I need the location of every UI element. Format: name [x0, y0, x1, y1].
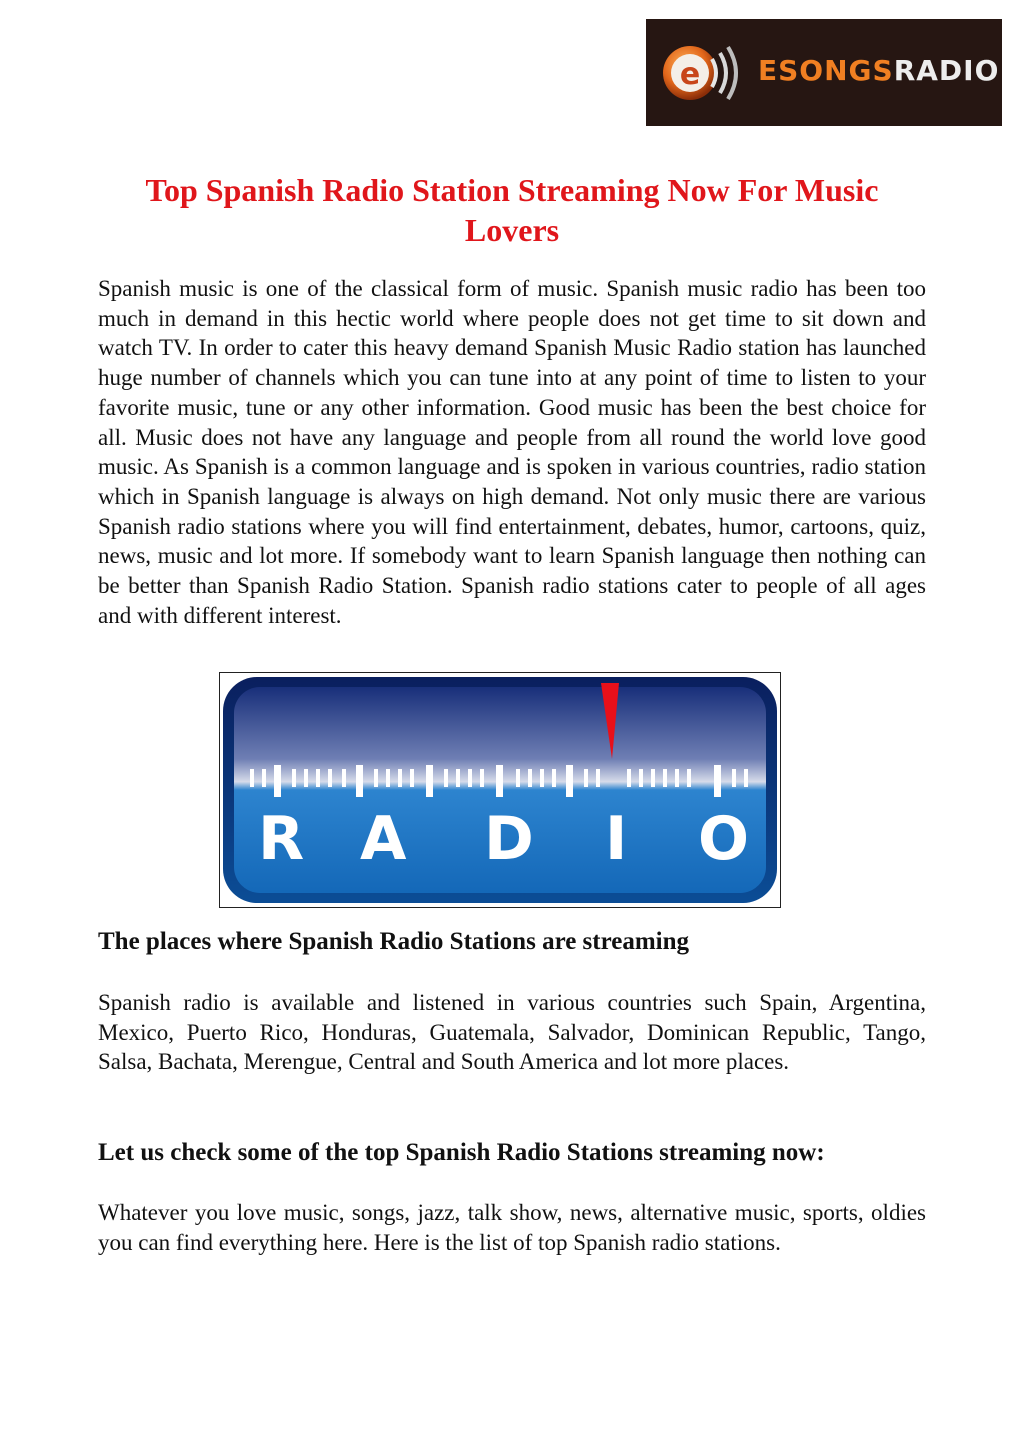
- intro-paragraph: Spanish music is one of the classical form of music. Spanish music radio has been too much in demand in this hectic world where people does not get time to sit down and watch TV. In order to cater this heavy demand Spanish Music Radio station has launched huge number of channels which you can tune into at any point of time to listen to your favorite music, tune or any other information. Good music has been the best choice for all. Music does not have any language and people from all round the world love good music. As Spanish is a common language and is spoken in various countries, radio station which in Spanish language is always on high demand. Not only music there are various Spanish radio stations where you will find entertainment, debates, humor, cartoons, quiz, news, music and lot more. If somebody want to learn Spanish language then nothing can be better than Spanish Radio Station. Spanish radio stations cater to people of all ages and with different interest.: [98, 276, 926, 628]
- section-heading-places: The places where Spanish Radio Stations are streaming: [98, 928, 690, 955]
- esongs-radio-logo-icon: [654, 33, 750, 113]
- radio-letter-r: R: [258, 804, 305, 874]
- section-paragraph-top-stations: Whatever you love music, songs, jazz, talk show, news, alternative music, sports, oldies you can find everything here. Here is the list of top Spanish radio stations.: [98, 1200, 926, 1255]
- section-paragraph-places: Spanish radio is available and listened in various countries such Spain, Argentina, Mexico, Puerto Rico, Honduras, Guatemala, Salvador, Dominican Republic, Tango, Salsa, Bachata, Merengue, Central and South America and lot more places.: [98, 990, 926, 1075]
- radio-dial-icon: [220, 673, 780, 907]
- logo-text-radio: RADIO: [893, 54, 1000, 87]
- radio-letter-a: A: [360, 804, 407, 874]
- esongs-radio-logo: [646, 19, 1002, 126]
- radio-letter-i: I: [605, 804, 628, 874]
- logo-wordmark: [758, 54, 999, 88]
- svg-text:e: e: [679, 57, 701, 92]
- logo-text-esongs: ESONGS: [758, 54, 894, 87]
- page-title: Top Spanish Radio Station Streaming Now For Music Lovers: [145, 172, 879, 248]
- radio-letter-o: O: [698, 804, 750, 874]
- section-heading-top-stations: Let us check some of the top Spanish Radio Stations streaming now:: [98, 1139, 825, 1166]
- radio-letter-d: D: [484, 804, 534, 874]
- radio-image: [219, 672, 781, 908]
